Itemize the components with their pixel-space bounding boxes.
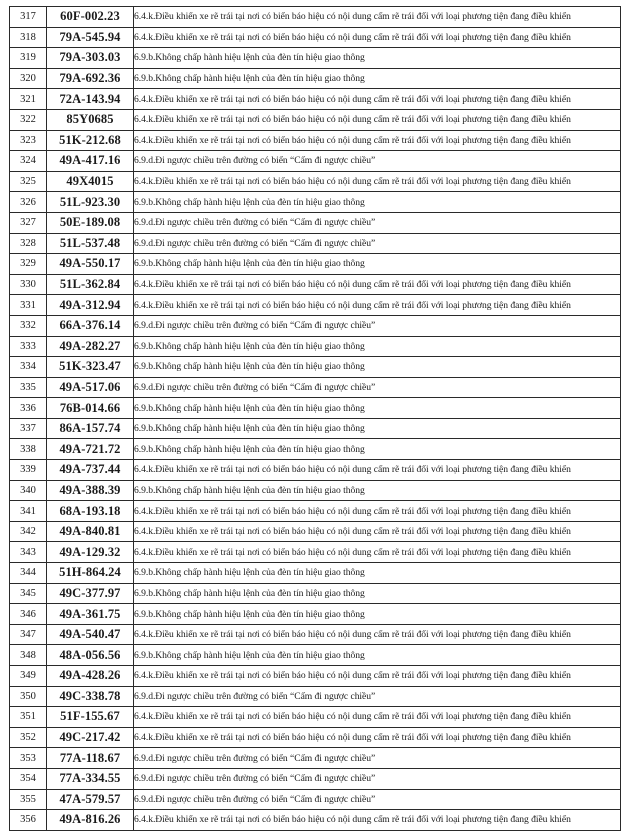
row-number: 333: [10, 336, 47, 357]
violation-description: 6.9.b.Không chấp hành hiệu lệnh của đèn tín hiệu giao thông: [134, 361, 365, 373]
table-row: [10, 501, 621, 522]
table-row: [10, 480, 621, 501]
license-plate: 51F-155.67: [47, 707, 134, 728]
violation-description: 6.9.d.Đi ngược chiều trên đường có biển “Cấm đi ngược chiều”: [134, 155, 376, 167]
license-plate: 85Y0685: [47, 109, 134, 130]
table-row: [10, 727, 621, 748]
license-plate: 51L-362.84: [47, 274, 134, 295]
table-row: [10, 89, 621, 110]
violation-cell: [134, 68, 621, 89]
row-number: 324: [10, 151, 47, 172]
violation-cell: [134, 521, 621, 542]
row-number: 339: [10, 460, 47, 481]
row-number: 352: [10, 727, 47, 748]
row-number: 317: [10, 7, 47, 28]
violation-cell: [134, 89, 621, 110]
violation-cell: [134, 460, 621, 481]
table-row: [10, 460, 621, 481]
license-plate: 51K-212.68: [47, 130, 134, 151]
violation-description: 6.4.k.Điều khiển xe rẽ trái tại nơi có biển báo hiệu có nội dung cấm rẽ trái đối với loại phương tiện đang điều khiển: [134, 546, 571, 558]
table-row: [10, 357, 621, 378]
violation-cell: [134, 130, 621, 151]
row-number: 353: [10, 748, 47, 769]
row-number: 337: [10, 418, 47, 439]
violation-description: 6.9.d.Đi ngược chiều trên đường có biển “Cấm đi ngược chiều”: [134, 381, 376, 393]
license-plate: 49C-217.42: [47, 727, 134, 748]
table-row: [10, 377, 621, 398]
violation-cell: [134, 439, 621, 460]
table-row: [10, 254, 621, 275]
table-row: [10, 439, 621, 460]
violation-cell: [134, 48, 621, 69]
license-plate: 50E-189.08: [47, 212, 134, 233]
violation-cell: [134, 212, 621, 233]
license-plate: 49A-282.27: [47, 336, 134, 357]
violation-description: 6.4.k.Điều khiển xe rẽ trái tại nơi có biển báo hiệu có nội dung cấm rẽ trái đối với loại phương tiện đang điều khiển: [134, 629, 571, 641]
row-number: 334: [10, 357, 47, 378]
violation-description: 6.9.d.Đi ngược chiều trên đường có biển “Cấm đi ngược chiều”: [134, 752, 376, 764]
table-row: [10, 274, 621, 295]
row-number: 349: [10, 666, 47, 687]
violation-cell: [134, 233, 621, 254]
violation-cell: [134, 418, 621, 439]
license-plate: 49A-816.26: [47, 810, 134, 831]
table-row: [10, 768, 621, 789]
license-plate: 49A-361.75: [47, 604, 134, 625]
table-row: [10, 109, 621, 130]
violations-table: [9, 6, 621, 831]
violation-cell: [134, 357, 621, 378]
table-row: [10, 542, 621, 563]
violation-cell: [134, 295, 621, 316]
table-row: [10, 336, 621, 357]
license-plate: 72A-143.94: [47, 89, 134, 110]
license-plate: 49X4015: [47, 171, 134, 192]
row-number: 355: [10, 789, 47, 810]
violation-description: 6.9.b.Không chấp hành hiệu lệnh của đèn tín hiệu giao thông: [134, 258, 365, 270]
row-number: 343: [10, 542, 47, 563]
row-number: 320: [10, 68, 47, 89]
table-row: [10, 233, 621, 254]
violation-cell: [134, 315, 621, 336]
license-plate: 68A-193.18: [47, 501, 134, 522]
row-number: 341: [10, 501, 47, 522]
table-row: [10, 645, 621, 666]
table-row: [10, 68, 621, 89]
violation-cell: [134, 624, 621, 645]
row-number: 351: [10, 707, 47, 728]
license-plate: 49A-550.17: [47, 254, 134, 275]
row-number: 344: [10, 563, 47, 584]
violation-description: 6.4.k.Điều khiển xe rẽ trái tại nơi có biển báo hiệu có nội dung cấm rẽ trái đối với loại phương tiện đang điều khiển: [134, 11, 571, 23]
license-plate: 79A-303.03: [47, 48, 134, 69]
license-plate: 49A-540.47: [47, 624, 134, 645]
violation-description: 6.9.b.Không chấp hành hiệu lệnh của đèn tín hiệu giao thông: [134, 423, 365, 435]
license-plate: 49A-312.94: [47, 295, 134, 316]
row-number: 323: [10, 130, 47, 151]
row-number: 348: [10, 645, 47, 666]
violation-cell: [134, 707, 621, 728]
row-number: 347: [10, 624, 47, 645]
violation-cell: [134, 480, 621, 501]
violation-cell: [134, 27, 621, 48]
violation-cell: [134, 151, 621, 172]
violation-description: 6.4.k.Điều khiển xe rẽ trái tại nơi có biển báo hiệu có nội dung cấm rẽ trái đối với loại phương tiện đang điều khiển: [134, 505, 571, 517]
violation-description: 6.9.d.Đi ngược chiều trên đường có biển “Cấm đi ngược chiều”: [134, 690, 376, 702]
violation-description: 6.9.b.Không chấp hành hiệu lệnh của đèn tín hiệu giao thông: [134, 587, 365, 599]
violation-description: 6.9.d.Đi ngược chiều trên đường có biển “Cấm đi ngược chiều”: [134, 237, 376, 249]
violation-cell: [134, 748, 621, 769]
license-plate: 51L-923.30: [47, 192, 134, 213]
violation-description: 6.9.b.Không chấp hành hiệu lệnh của đèn tín hiệu giao thông: [134, 340, 365, 352]
violation-description: 6.4.k.Điều khiển xe rẽ trái tại nơi có biển báo hiệu có nội dung cấm rẽ trái đối với loại phương tiện đang điều khiển: [134, 299, 571, 311]
table-row: [10, 192, 621, 213]
violation-cell: [134, 542, 621, 563]
license-plate: 49A-721.72: [47, 439, 134, 460]
license-plate: 51H-864.24: [47, 563, 134, 584]
row-number: 325: [10, 171, 47, 192]
violation-description: 6.9.b.Không chấp hành hiệu lệnh của đèn tín hiệu giao thông: [134, 73, 365, 85]
table-row: [10, 48, 621, 69]
license-plate: 76B-014.66: [47, 398, 134, 419]
row-number: 330: [10, 274, 47, 295]
table-row: [10, 624, 621, 645]
row-number: 326: [10, 192, 47, 213]
violation-cell: [134, 377, 621, 398]
table-row: [10, 707, 621, 728]
violations-table-body: [10, 7, 621, 831]
table-row: [10, 27, 621, 48]
table-row: [10, 686, 621, 707]
violation-description: 6.9.b.Không chấp hành hiệu lệnh của đèn tín hiệu giao thông: [134, 484, 365, 496]
license-plate: 49A-428.26: [47, 666, 134, 687]
license-plate: 60F-002.23: [47, 7, 134, 28]
license-plate: 49A-388.39: [47, 480, 134, 501]
row-number: 336: [10, 398, 47, 419]
violation-description: 6.9.b.Không chấp hành hiệu lệnh của đèn tín hiệu giao thông: [134, 52, 365, 64]
table-row: [10, 151, 621, 172]
violation-cell: [134, 563, 621, 584]
table-row: [10, 666, 621, 687]
license-plate: 49C-377.97: [47, 583, 134, 604]
row-number: 327: [10, 212, 47, 233]
violation-cell: [134, 501, 621, 522]
violation-cell: [134, 336, 621, 357]
violation-description: 6.4.k.Điều khiển xe rẽ trái tại nơi có biển báo hiệu có nội dung cấm rẽ trái đối với loại phương tiện đang điều khiển: [134, 31, 571, 43]
violation-description: 6.4.k.Điều khiển xe rẽ trái tại nơi có biển báo hiệu có nội dung cấm rẽ trái đối với loại phương tiện đang điều khiển: [134, 114, 571, 126]
violation-cell: [134, 789, 621, 810]
license-plate: 79A-692.36: [47, 68, 134, 89]
row-number: 332: [10, 315, 47, 336]
violation-description: 6.4.k.Điều khiển xe rẽ trái tại nơi có biển báo hiệu có nội dung cấm rẽ trái đối với loại phương tiện đang điều khiển: [134, 670, 571, 682]
violation-description: 6.4.k.Điều khiển xe rẽ trái tại nơi có biển báo hiệu có nội dung cấm rẽ trái đối với loại phương tiện đang điều khiển: [134, 711, 571, 723]
violation-description: 6.4.k.Điều khiển xe rẽ trái tại nơi có biển báo hiệu có nội dung cấm rẽ trái đối với loại phương tiện đang điều khiển: [134, 134, 571, 146]
row-number: 331: [10, 295, 47, 316]
violation-cell: [134, 398, 621, 419]
violation-cell: [134, 810, 621, 831]
row-number: 318: [10, 27, 47, 48]
license-plate: 49A-840.81: [47, 521, 134, 542]
license-plate: 51K-323.47: [47, 357, 134, 378]
violation-description: 6.4.k.Điều khiển xe rẽ trái tại nơi có biển báo hiệu có nội dung cấm rẽ trái đối với loại phương tiện đang điều khiển: [134, 279, 571, 291]
license-plate: 49C-338.78: [47, 686, 134, 707]
violation-description: 6.9.d.Đi ngược chiều trên đường có biển “Cấm đi ngược chiều”: [134, 320, 376, 332]
table-row: [10, 810, 621, 831]
table-row: [10, 563, 621, 584]
violation-description: 6.9.b.Không chấp hành hiệu lệnh của đèn tín hiệu giao thông: [134, 196, 365, 208]
violation-description: 6.4.k.Điều khiển xe rẽ trái tại nơi có biển báo hiệu có nội dung cấm rẽ trái đối với loại phương tiện đang điều khiển: [134, 526, 571, 538]
license-plate: 77A-118.67: [47, 748, 134, 769]
violation-cell: [134, 768, 621, 789]
table-row: [10, 521, 621, 542]
license-plate: 49A-129.32: [47, 542, 134, 563]
license-plate: 77A-334.55: [47, 768, 134, 789]
table-row: [10, 7, 621, 28]
violation-cell: [134, 274, 621, 295]
table-row: [10, 418, 621, 439]
violation-cell: [134, 171, 621, 192]
violation-description: 6.9.b.Không chấp hành hiệu lệnh của đèn tín hiệu giao thông: [134, 608, 365, 620]
license-plate: 79A-545.94: [47, 27, 134, 48]
row-number: 321: [10, 89, 47, 110]
table-row: [10, 295, 621, 316]
violation-cell: [134, 192, 621, 213]
violation-description: 6.9.d.Đi ngược chiều trên đường có biển “Cấm đi ngược chiều”: [134, 793, 376, 805]
row-number: 354: [10, 768, 47, 789]
violation-description: 6.4.k.Điều khiển xe rẽ trái tại nơi có biển báo hiệu có nội dung cấm rẽ trái đối với loại phương tiện đang điều khiển: [134, 93, 571, 105]
violation-cell: [134, 645, 621, 666]
violation-description: 6.9.b.Không chấp hành hiệu lệnh của đèn tín hiệu giao thông: [134, 402, 365, 414]
violation-cell: [134, 727, 621, 748]
row-number: 340: [10, 480, 47, 501]
license-plate: 86A-157.74: [47, 418, 134, 439]
row-number: 322: [10, 109, 47, 130]
violation-description: 6.9.b.Không chấp hành hiệu lệnh của đèn tín hiệu giao thông: [134, 443, 365, 455]
violation-cell: [134, 254, 621, 275]
violation-description: 6.4.k.Điều khiển xe rẽ trái tại nơi có biển báo hiệu có nội dung cấm rẽ trái đối với loại phương tiện đang điều khiển: [134, 464, 571, 476]
violation-description: 6.9.b.Không chấp hành hiệu lệnh của đèn tín hiệu giao thông: [134, 649, 365, 661]
violation-description: 6.9.b.Không chấp hành hiệu lệnh của đèn tín hiệu giao thông: [134, 567, 365, 579]
row-number: 319: [10, 48, 47, 69]
row-number: 338: [10, 439, 47, 460]
row-number: 345: [10, 583, 47, 604]
table-row: [10, 398, 621, 419]
table-row: [10, 171, 621, 192]
violation-cell: [134, 604, 621, 625]
row-number: 342: [10, 521, 47, 542]
table-row: [10, 212, 621, 233]
row-number: 346: [10, 604, 47, 625]
license-plate: 47A-579.57: [47, 789, 134, 810]
violation-description: 6.9.d.Đi ngược chiều trên đường có biển “Cấm đi ngược chiều”: [134, 773, 376, 785]
table-row: [10, 130, 621, 151]
table-row: [10, 583, 621, 604]
table-row: [10, 748, 621, 769]
license-plate: 51L-537.48: [47, 233, 134, 254]
violation-cell: [134, 109, 621, 130]
violation-cell: [134, 7, 621, 28]
license-plate: 49A-417.16: [47, 151, 134, 172]
violation-description: 6.9.d.Đi ngược chiều trên đường có biển “Cấm đi ngược chiều”: [134, 217, 376, 229]
license-plate: 49A-737.44: [47, 460, 134, 481]
license-plate: 66A-376.14: [47, 315, 134, 336]
violation-cell: [134, 686, 621, 707]
row-number: 356: [10, 810, 47, 831]
violation-description: 6.4.k.Điều khiển xe rẽ trái tại nơi có biển báo hiệu có nội dung cấm rẽ trái đối với loại phương tiện đang điều khiển: [134, 176, 571, 188]
row-number: 335: [10, 377, 47, 398]
row-number: 350: [10, 686, 47, 707]
license-plate: 48A-056.56: [47, 645, 134, 666]
violation-cell: [134, 583, 621, 604]
violation-description: 6.4.k.Điều khiển xe rẽ trái tại nơi có biển báo hiệu có nội dung cấm rẽ trái đối với loại phương tiện đang điều khiển: [134, 814, 571, 826]
violation-description: 6.4.k.Điều khiển xe rẽ trái tại nơi có biển báo hiệu có nội dung cấm rẽ trái đối với loại phương tiện đang điều khiển: [134, 732, 571, 744]
table-row: [10, 315, 621, 336]
row-number: 328: [10, 233, 47, 254]
violation-cell: [134, 666, 621, 687]
license-plate: 49A-517.06: [47, 377, 134, 398]
table-row: [10, 604, 621, 625]
row-number: 329: [10, 254, 47, 275]
table-row: [10, 789, 621, 810]
